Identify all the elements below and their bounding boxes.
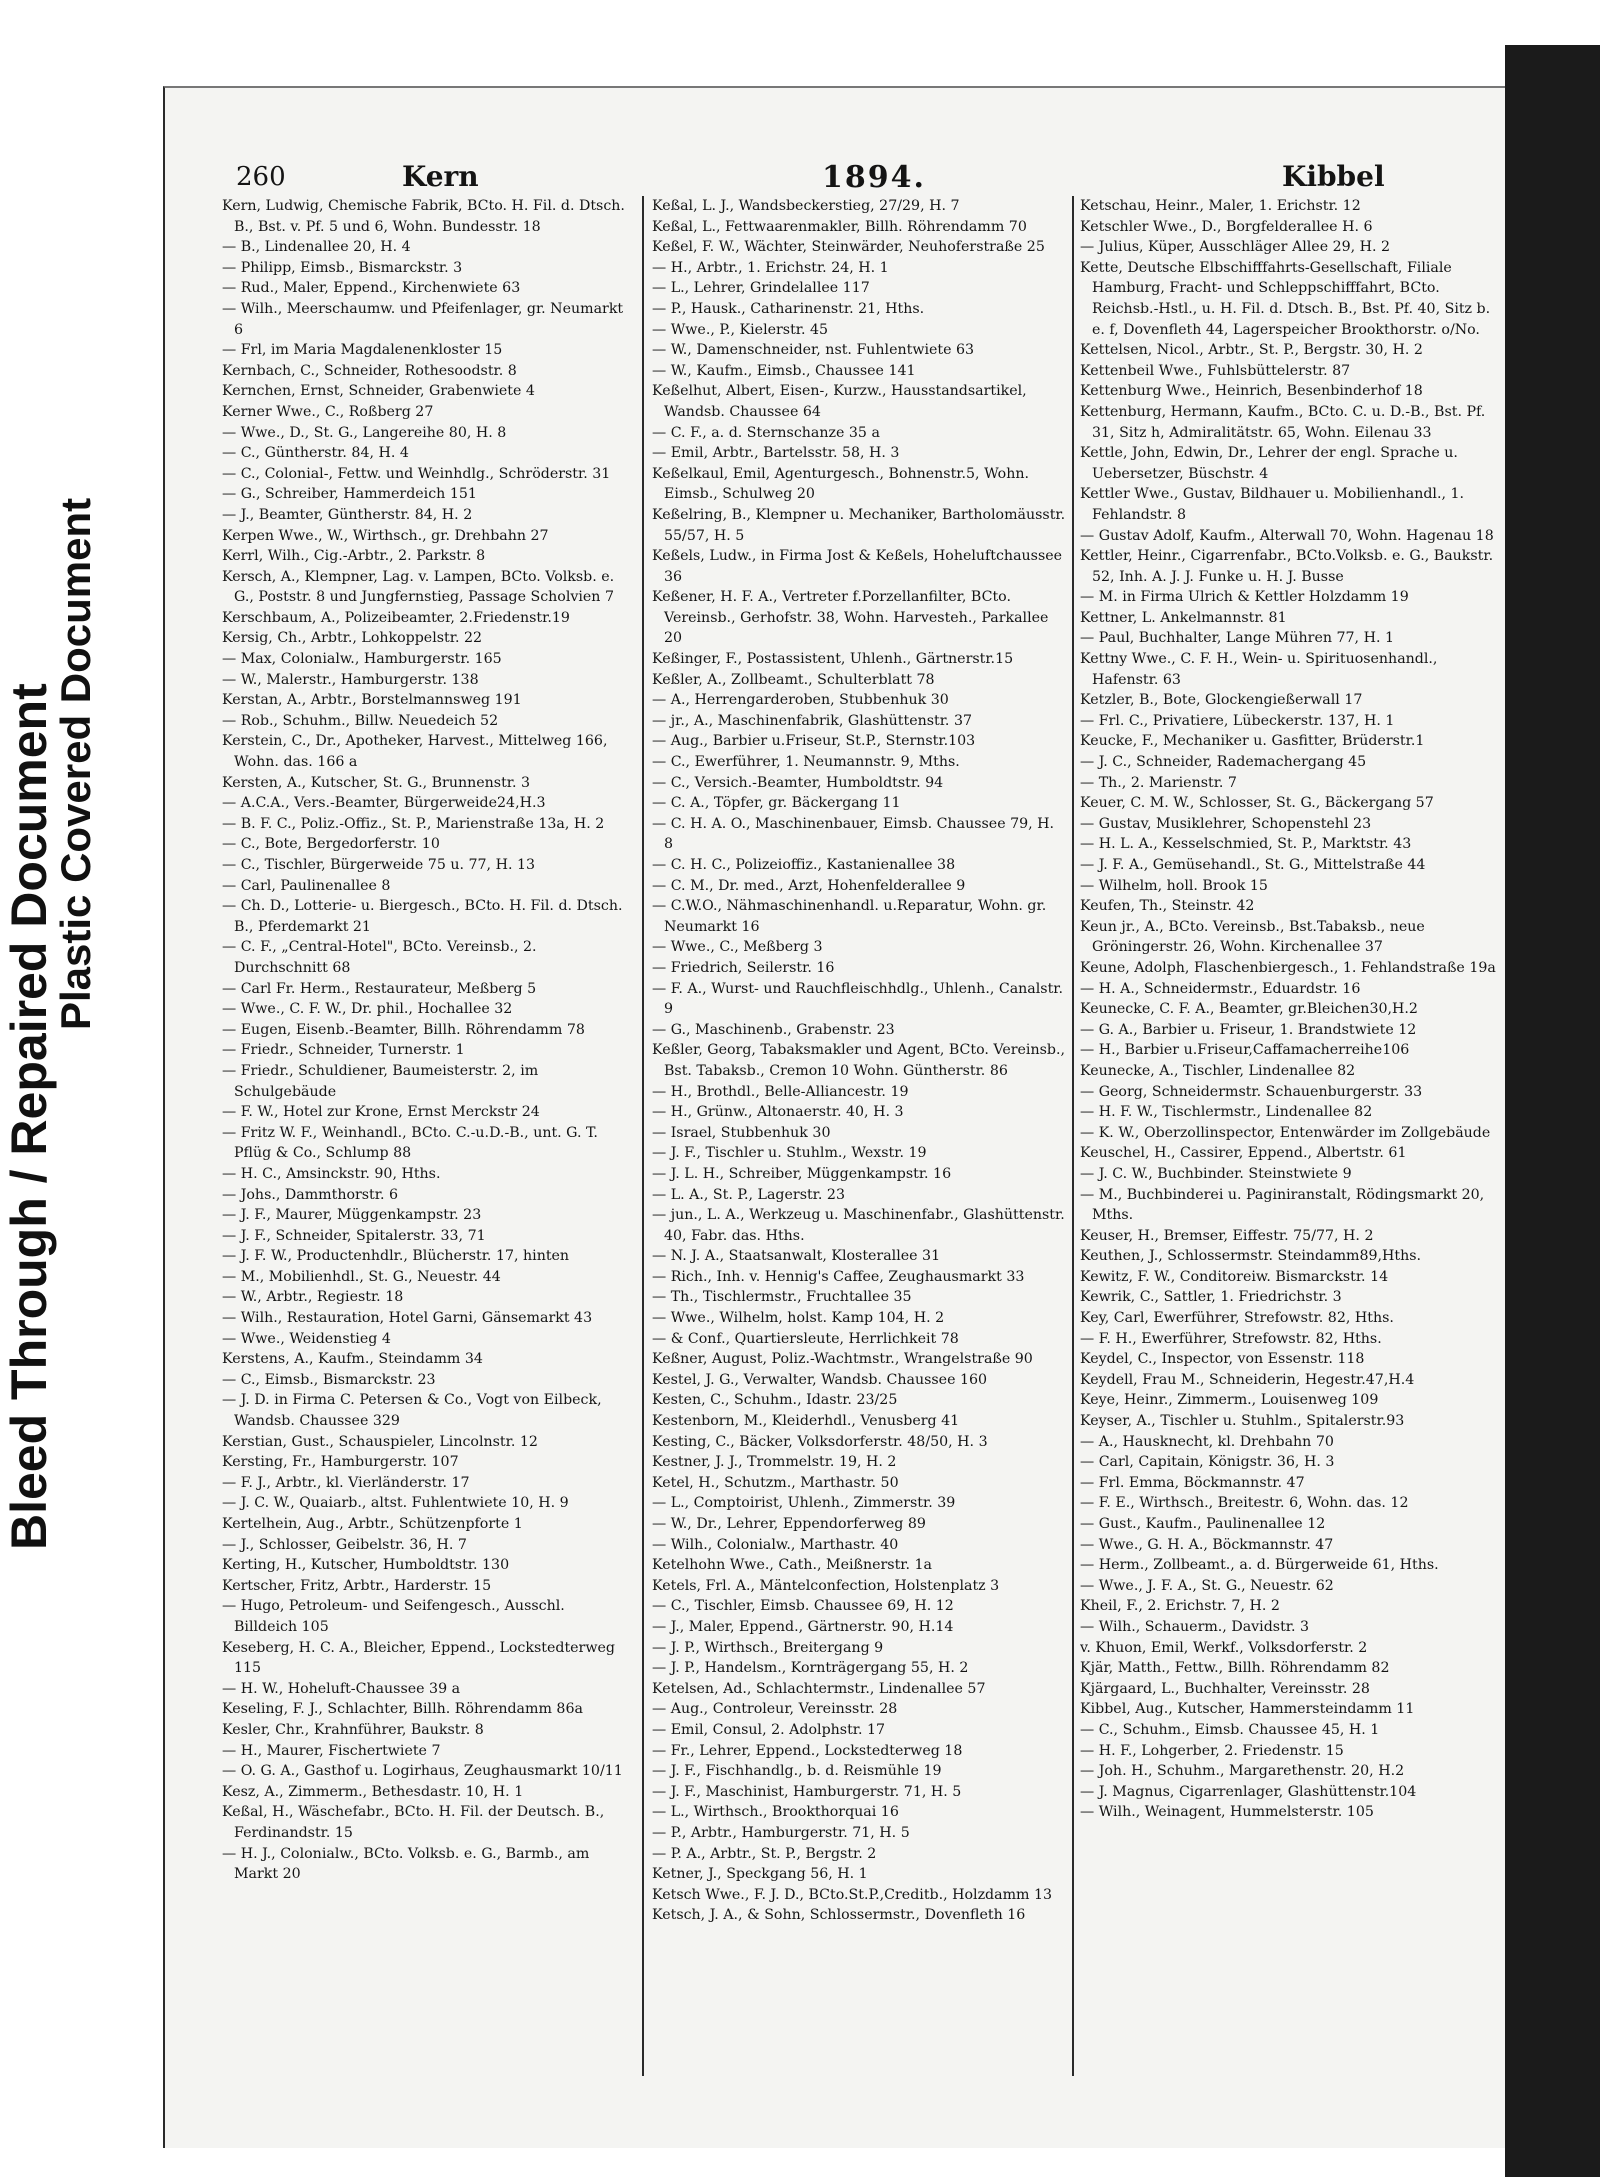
- directory-entry: — Eugen, Eisenb.-Beamter, Billh. Röhrendamm 78: [222, 1021, 585, 1038]
- directory-entry: Ketels, Frl. A., Mäntelconfection, Holstenplatz 3: [652, 1577, 1000, 1594]
- header-year: 1894.: [822, 160, 926, 195]
- directory-entry: Keuser, H., Bremser, Eiffestr. 75/77, H. 2: [1080, 1227, 1374, 1244]
- directory-entry: — C., Ewerführer, 1. Neumannstr. 9, Mths.: [652, 754, 960, 771]
- directory-entry: Kettenburg Wwe., Heinrich, Besenbinderhof 18: [1080, 383, 1423, 400]
- directory-entry: Kern, Ludwig, Chemische Fabrik, BCto. H. Fil. d. Dtsch. B., Bst. v. Pf. 5 und 6, Wohn. Bundesstr. 18: [222, 198, 625, 235]
- directory-entry: — Wilh., Restauration, Hotel Garni, Gänsemarkt 43: [222, 1310, 593, 1327]
- directory-entry: — Frl. C., Privatiere, Lübeckerstr. 137, H. 1: [1080, 712, 1395, 729]
- directory-entry: — Joh. H., Schuhm., Margarethenstr. 20, H.2: [1080, 1763, 1405, 1780]
- directory-entry: — Ch. D., Lotterie- u. Biergesch., BCto. H. Fil. d. Dtsch. B., Pferdemarkt 21: [222, 898, 623, 935]
- directory-entry: — J. F. W., Productenhdlr., Blücherstr. 17, hinten: [222, 1248, 570, 1265]
- directory-entry: Ketel, H., Schutzm., Marthastr. 50: [652, 1474, 899, 1491]
- directory-page: [222, 152, 1552, 2142]
- directory-entry: — Wilhelm, holl. Brook 15: [1080, 877, 1268, 894]
- directory-entry: Kettelsen, Nicol., Arbtr., St. P., Bergstr. 30, H. 2: [1080, 342, 1423, 359]
- directory-entry: — Gust., Kaufm., Paulinenallee 12: [1080, 1516, 1326, 1532]
- directory-entry: — Fritz W. F., Weinhandl., BCto. C.-u.D.-B., unt. G. T. Pflüg & Co., Schlump 88: [222, 1124, 598, 1162]
- side-labels: [0, 0, 99, 1550]
- directory-entry: Kestner, J. J., Trommelstr. 19, H. 2: [652, 1454, 897, 1471]
- directory-entry: Kesting, C., Bäcker, Volksdorferstr. 48/50, H. 3: [652, 1433, 988, 1450]
- directory-entry: — Emil, Arbtr., Bartelsstr. 58, H. 3: [652, 445, 900, 462]
- directory-entry: Keßal, L. J., Wandsbeckerstieg, 27/29, H. 7: [652, 198, 960, 214]
- directory-entry: — L., Wirthsch., Brookthorquai 16: [652, 1804, 899, 1821]
- directory-entry: — L., Comptoirist, Uhlenh., Zimmerstr. 39: [652, 1495, 956, 1512]
- directory-entry: — Wilh., Schauerm., Davidstr. 3: [1080, 1618, 1310, 1635]
- directory-entry: Keßel, F. W., Wächter, Steinwärder, Neuhoferstraße 25: [652, 239, 1045, 256]
- column-2: [652, 196, 1066, 2131]
- directory-entry: — C., Tischler, Bürgerweide 75 u. 77, H. 13: [222, 857, 536, 873]
- header-right-word: Kibbel: [1282, 160, 1385, 193]
- directory-entry: Keßels, Ludw., in Firma Jost & Keßels, Hoheluftchaussee 36: [652, 548, 1063, 585]
- directory-entry: — W., Damenschneider, nst. Fuhlentwiete 63: [652, 342, 975, 359]
- directory-entry: — H., Maurer, Fischertwiete 7: [222, 1742, 441, 1759]
- directory-entry: Ketzler, B., Bote, Glockengießerwall 17: [1080, 692, 1363, 709]
- directory-entry: — J. F., Fischhandlg., b. d. Reismühle 19: [652, 1763, 942, 1780]
- directory-entry: — F. J., Arbtr., kl. Vierländerstr. 17: [222, 1474, 470, 1491]
- directory-entry: — C., Tischler, Eimsb. Chaussee 69, H. 12: [652, 1598, 954, 1615]
- directory-entry: Keunecke, C. F. A., Beamter, gr.Bleichen30,H.2: [1080, 1001, 1418, 1018]
- directory-entry: — C., Bote, Bergedorferstr. 10: [222, 836, 440, 853]
- directory-entry: — K. W., Oberzollinspector, Entenwärder im Zollgebäude: [1080, 1124, 1491, 1141]
- directory-entry: Keßler, A., Zollbeamt., Schulterblatt 78: [652, 671, 935, 688]
- directory-entry: — Johs., Dammthorstr. 6: [222, 1186, 399, 1203]
- directory-entry: Keßelhut, Albert, Eisen-, Kurzw., Hausstandsartikel, Wandsb. Chaussee 64: [652, 383, 1027, 420]
- directory-entry: — O. G. A., Gasthof u. Logirhaus, Zeughausmarkt 10/11: [222, 1763, 623, 1780]
- directory-entry: — Friedr., Schuldiener, Baumeisterstr. 2, im Schulgebäude: [222, 1062, 539, 1100]
- directory-entry: — J. F., Maurer, Müggenkampstr. 23: [222, 1207, 482, 1224]
- directory-entry: — C., Schuhm., Eimsb. Chaussee 45, H. 1: [1080, 1721, 1380, 1738]
- directory-entry: — Fr., Lehrer, Eppend., Lockstedterweg 18: [652, 1742, 963, 1759]
- page-header: [222, 158, 1534, 196]
- directory-entry: — Th., 2. Marienstr. 7: [1080, 774, 1237, 791]
- directory-entry: Kheil, F., 2. Erichstr. 7, H. 2: [1080, 1598, 1280, 1615]
- header-left-word: Kern: [402, 160, 479, 193]
- directory-entry: — Gustav Adolf, Kaufm., Alterwall 70, Wohn. Hagenau 18: [1080, 527, 1494, 544]
- directory-entry: Ketelsen, Ad., Schlachtermstr., Lindenallee 57: [652, 1680, 986, 1697]
- directory-entry: Keune, Adolph, Flaschenbiergesch., 1. Fehlandstraße 19a: [1080, 959, 1496, 976]
- directory-entry: — & Conf., Quartiersleute, Herrlichkeit 78: [652, 1330, 959, 1347]
- directory-entry: — C., Versich.-Beamter, Humboldtstr. 94: [652, 774, 944, 791]
- directory-entry: — A., Herrengarderoben, Stubbenhuk 30: [652, 692, 949, 709]
- directory-entry: — J. P., Handelsm., Kornträgergang 55, H. 2: [652, 1660, 969, 1677]
- directory-entry: Ketschau, Heinr., Maler, 1. Erichstr. 12: [1080, 198, 1361, 214]
- directory-entry: — Rob., Schuhm., Billw. Neuedeich 52: [222, 712, 499, 729]
- directory-entry: Kerstein, C., Dr., Apotheker, Harvest., Mittelweg 166, Wohn. das. 166 a: [222, 733, 608, 771]
- directory-entry: Kjär, Matth., Fettw., Billh. Röhrendamm 82: [1080, 1660, 1390, 1677]
- directory-entry: — Wwe., C., Meßberg 3: [652, 939, 823, 956]
- directory-entry: — P., Arbtr., Hamburgerstr. 71, H. 5: [652, 1824, 910, 1841]
- directory-entry: — Georg, Schneidermstr. Schauenburgerstr. 33: [1080, 1083, 1423, 1100]
- directory-entry: — N. J. A., Staatsanwalt, Klosterallee 31: [652, 1248, 941, 1265]
- directory-entry: — W., Dr., Lehrer, Eppendorferweg 89: [652, 1516, 926, 1532]
- directory-entry: — J. D. in Firma C. Petersen & Co., Vogt von Eilbeck, Wandsb. Chaussee 329: [222, 1392, 602, 1430]
- directory-entry: — W., Arbtr., Regiestr. 18: [222, 1289, 404, 1306]
- directory-entry: Keuthen, J., Schlossermstr. Steindamm89,Hths.: [1080, 1248, 1422, 1265]
- directory-entry: — Th., Tischlermstr., Fruchtallee 35: [652, 1289, 912, 1306]
- directory-entry: Kesz, A., Zimmerm., Bethesdastr. 10, H. 1: [222, 1783, 524, 1800]
- directory-entry: — J. F. A., Gemüsehandl., St. G., Mittelstraße 44: [1080, 857, 1426, 873]
- directory-entry: Kertscher, Fritz, Arbtr., Harderstr. 15: [222, 1577, 492, 1594]
- directory-entry: — Rich., Inh. v. Hennig's Caffee, Zeughausmarkt 33: [652, 1268, 1025, 1285]
- directory-entry: Kettny Wwe., C. F. H., Wein- u. Spirituosenhandl., Hafenstr. 63: [1080, 651, 1438, 688]
- directory-entry: Kerstens, A., Kaufm., Steindamm 34: [222, 1351, 483, 1368]
- directory-entry: Ketschler Wwe., D., Borgfelderallee H. 6: [1080, 218, 1373, 235]
- directory-entry: Kersig, Ch., Arbtr., Lohkoppelstr. 22: [222, 630, 483, 647]
- directory-entry: — J. C. W., Buchbinder. Steinstwiete 9: [1080, 1165, 1352, 1182]
- directory-entry: Kerstan, A., Arbtr., Borstelmannsweg 191: [222, 692, 522, 709]
- directory-entry: Kestel, J. G., Verwalter, Wandsb. Chaussee 160: [652, 1371, 988, 1388]
- directory-entry: Kernbach, C., Schneider, Rothesoodstr. 8: [222, 362, 517, 379]
- directory-entry: — M., Mobilienhdl., St. G., Neuestr. 44: [222, 1268, 501, 1285]
- directory-entry: — Wwe., G. H. A., Böckmannstr. 47: [1080, 1536, 1334, 1553]
- directory-entry: — Aug., Barbier u.Friseur, St.P., Sternstr.103: [652, 733, 976, 750]
- directory-entry: — Wilh., Weinagent, Hummelsterstr. 105: [1080, 1804, 1374, 1821]
- directory-entry: — Carl, Paulinenallee 8: [222, 877, 391, 894]
- directory-entry: — Philipp, Eimsb., Bismarckstr. 3: [222, 259, 463, 276]
- directory-entry: Kersting, Fr., Hamburgerstr. 107: [222, 1454, 459, 1471]
- directory-entry: — P., Hausk., Catharinenstr. 21, Hths.: [652, 300, 925, 317]
- directory-entry: — H. F. W., Tischlermstr., Lindenallee 82: [1080, 1104, 1373, 1121]
- directory-entry: — Herm., Zollbeamt., a. d. Bürgerweide 61, Hths.: [1080, 1557, 1439, 1574]
- directory-entry: — C. H. A. O., Maschinenbauer, Eimsb. Chaussee 79, H. 8: [652, 815, 1055, 853]
- directory-entry: — H., Brothdl., Belle-Alliancestr. 19: [652, 1083, 909, 1100]
- directory-entry: — Friedrich, Seilerstr. 16: [652, 959, 835, 976]
- directory-entry: — Israel, Stubbenhuk 30: [652, 1124, 831, 1141]
- directory-entry: — P. A., Arbtr., St. P., Bergstr. 2: [652, 1845, 877, 1862]
- directory-entry: — Wwe., Wilhelm, holst. Kamp 104, H. 2: [652, 1310, 945, 1327]
- directory-entry: — J., Beamter, Güntherstr. 84, H. 2: [222, 506, 473, 523]
- directory-entry: — Wwe., D., St. G., Langereihe 80, H. 8: [222, 424, 507, 441]
- directory-entry: Keßinger, F., Postassistent, Uhlenh., Gärtnerstr.15: [652, 651, 1014, 668]
- directory-entry: — H. W., Hoheluft-Chaussee 39 a: [222, 1680, 461, 1697]
- directory-entry: — J. F., Maschinist, Hamburgerstr. 71, H. 5: [652, 1783, 962, 1800]
- directory-entry: Keßner, August, Poliz.-Wachtmstr., Wrangelstraße 90: [652, 1351, 1033, 1368]
- directory-entry: — J., Schlosser, Geibelstr. 36, H. 7: [222, 1536, 467, 1553]
- directory-entry: — Carl, Capitain, Königstr. 36, H. 3: [1080, 1454, 1335, 1471]
- directory-entry: — L. A., St. P., Lagerstr. 23: [652, 1186, 845, 1203]
- directory-entry: — M., Buchbinderei u. Paginiranstalt, Rödingsmarkt 20, Mths.: [1080, 1186, 1485, 1224]
- directory-entry: Keseberg, H. C. A., Bleicher, Eppend., Lockstedterweg 115: [222, 1639, 615, 1677]
- directory-entry: — C., Eimsb., Bismarckstr. 23: [222, 1371, 436, 1388]
- directory-entry: — F. W., Hotel zur Krone, Ernst Merckstr 24: [222, 1104, 540, 1121]
- directory-entry: Keuer, C. M. W., Schlosser, St. G., Bäckergang 57: [1080, 795, 1434, 812]
- directory-entry: Kibbel, Aug., Kutscher, Hammersteindamm 11: [1080, 1701, 1415, 1718]
- directory-entry: Keßal, H., Wäschefabr., BCto. H. Fil. der Deutsch. B., Ferdinandstr. 15: [222, 1804, 605, 1841]
- directory-entry: — J. C. W., Quaiarb., altst. Fuhlentwiete 10, H. 9: [222, 1495, 569, 1512]
- directory-entry: Keßelring, B., Klempner u. Mechaniker, Bartholomäusstr. 55/57, H. 5: [652, 506, 1066, 544]
- directory-entry: Keßelkaul, Emil, Agenturgesch., Bohnenstr.5, Wohn. Eimsb., Schulweg 20: [652, 465, 1030, 503]
- directory-entry: Kerstian, Gust., Schauspieler, Lincolnstr. 12: [222, 1433, 538, 1450]
- directory-entry: Kesler, Chr., Krahnführer, Baukstr. 8: [222, 1721, 484, 1738]
- directory-entry: Keseling, F. J., Schlachter, Billh. Röhrendamm 86a: [222, 1701, 583, 1718]
- directory-entry: — Frl. Emma, Böckmannstr. 47: [1080, 1474, 1305, 1491]
- directory-entry: — Aug., Controleur, Vereinsstr. 28: [652, 1701, 898, 1718]
- directory-entry: Kettenbeil Wwe., Fuhlsbüttelerstr. 87: [1080, 362, 1351, 379]
- directory-entry: — J. C., Schneider, Rademachergang 45: [1080, 754, 1367, 771]
- directory-entry: — Wwe., C. F. W., Dr. phil., Hochallee 32: [222, 1001, 513, 1018]
- directory-entry: — Carl Fr. Herm., Restaurateur, Meßberg 5: [222, 980, 537, 997]
- directory-entry: — C. F., a. d. Sternschanze 35 a: [652, 424, 880, 441]
- directory-entry: — H. L. A., Kesselschmied, St. P., Marktstr. 43: [1080, 836, 1412, 853]
- directory-entry: — H., Arbtr., 1. Erichstr. 24, H. 1: [652, 259, 889, 276]
- directory-entry: — Wilh., Meerschaumw. und Pfeifenlager, gr. Neumarkt 6: [222, 300, 624, 338]
- directory-entry: — L., Lehrer, Grindelallee 117: [652, 280, 870, 297]
- directory-entry: — C. F., „Central-Hotel", BCto. Vereinsb., 2. Durchschnitt 68: [222, 939, 537, 976]
- directory-entry: Keydel, C., Inspector, von Essenstr. 118: [1080, 1351, 1365, 1368]
- directory-entry: — J. F., Schneider, Spitalerstr. 33, 71: [222, 1227, 486, 1244]
- directory-entry: — G., Maschinenb., Grabenstr. 23: [652, 1021, 895, 1038]
- directory-entry: — H., Barbier u.Friseur,Caffamacherreihe106: [1080, 1042, 1410, 1059]
- directory-entry: Ketelhohn Wwe., Cath., Meißnerstr. 1a: [652, 1557, 933, 1574]
- page-number: 260: [236, 162, 286, 192]
- directory-entry: — Max, Colonialw., Hamburgerstr. 165: [222, 651, 502, 668]
- directory-entry: — A., Hausknecht, kl. Drehbahn 70: [1080, 1433, 1334, 1450]
- directory-entry: Kerting, H., Kutscher, Humboldtstr. 130: [222, 1557, 510, 1574]
- directory-entry: — Emil, Consul, 2. Adolphstr. 17: [652, 1721, 886, 1738]
- directory-entry: — Hugo, Petroleum- und Seifengesch., Ausschl. Billdeich 105: [222, 1598, 565, 1635]
- directory-entry: — F. A., Wurst- und Rauchfleischhdlg., Uhlenh., Canalstr. 9: [652, 980, 1064, 1018]
- directory-entry: — H. A., Schneidermstr., Eduardstr. 16: [1080, 980, 1361, 997]
- side-label-secondary: Plastic Covered Document: [52, 497, 99, 1030]
- directory-entry: Kettle, John, Edwin, Dr., Lehrer der engl. Sprache u. Uebersetzer, Büschstr. 4: [1080, 445, 1458, 482]
- directory-entry: — W., Kaufm., Eimsb., Chaussee 141: [652, 362, 916, 379]
- directory-entry: Keunecke, A., Tischler, Lindenallee 82: [1080, 1062, 1356, 1079]
- directory-entry: Keyser, A., Tischler u. Stuhlm., Spitalerstr.93: [1080, 1413, 1405, 1430]
- directory-entry: Ketsch Wwe., F. J. D., BCto.St.P.,Creditb., Holzdamm 13: [652, 1886, 1053, 1903]
- directory-entry: Keucke, F., Mechaniker u. Gasfitter, Brüderstr.1: [1080, 733, 1425, 750]
- directory-entry: Kesten, C., Schuhm., Idastr. 23/25: [652, 1392, 898, 1409]
- directory-entry: — G., Schreiber, Hammerdeich 151: [222, 486, 477, 503]
- directory-entry: Kertelhein, Aug., Arbtr., Schützenpforte 1: [222, 1516, 523, 1532]
- directory-entry: Kjärgaard, L., Buchhalter, Vereinsstr. 28: [1080, 1680, 1370, 1697]
- directory-entry: — W., Malerstr., Hamburgerstr. 138: [222, 671, 479, 688]
- column-divider: [1072, 196, 1074, 2076]
- directory-entry: — C. M., Dr. med., Arzt, Hohenfelderallee 9: [652, 877, 966, 894]
- directory-entry: Keye, Heinr., Zimmerm., Louisenweg 109: [1080, 1392, 1379, 1409]
- directory-entry: — H. J., Colonialw., BCto. Volksb. e. G., Barmb., am Markt 20: [222, 1845, 590, 1883]
- directory-entry: Kerner Wwe., C., Roßberg 27: [222, 403, 434, 420]
- directory-entry: Keun jr., A., BCto. Vereinsb., Bst.Tabaksb., neue Gröningerstr. 26, Wohn. Kirchenallee 37: [1080, 918, 1425, 956]
- side-label-primary: Bleed Through / Repaired Document: [1, 683, 57, 1550]
- directory-entry: Kette, Deutsche Elbschifffahrts-Gesellschaft, Filiale Hamburg, Fracht- und Schleppschifffahrt, BCto. Reichsb.-Hstl., u. H. Fil. d. Dtsch. B., Bst. Pf. 40, Sitz b. e. f, Dovenfleth 44, Lagerspeicher Brookthorstr. o/No.: [1080, 259, 1491, 338]
- directory-entry: — Wwe., P., Kielerstr. 45: [652, 321, 829, 338]
- directory-entry: — B., Lindenallee 20, H. 4: [222, 239, 411, 256]
- directory-entry: — Wwe., J. F. A., St. G., Neuestr. 62: [1080, 1577, 1334, 1594]
- directory-entry: — jr., A., Maschinenfabrik, Glashüttenstr. 37: [652, 712, 973, 729]
- directory-entry: — Wilh., Colonialw., Marthastr. 40: [652, 1536, 899, 1553]
- directory-entry: — Rud., Maler, Eppend., Kirchenwiete 63: [222, 280, 521, 297]
- directory-entry: — F. H., Ewerführer, Strefowstr. 82, Hths.: [1080, 1330, 1382, 1347]
- directory-entry: v. Khuon, Emil, Werkf., Volksdorferstr. 2: [1080, 1639, 1368, 1656]
- directory-entry: Keßler, Georg, Tabaksmakler und Agent, BCto. Vereinsb., Bst. Tabaksb., Cremon 10 Wohn. Güntherstr. 86: [652, 1042, 1065, 1079]
- directory-entry: Kettler Wwe., Gustav, Bildhauer u. Mobilienhandl., 1. Fehlandstr. 8: [1080, 486, 1465, 523]
- directory-entry: — A.C.A., Vers.-Beamter, Bürgerweide24,H.3: [222, 795, 546, 812]
- directory-entry: Keßener, H. F. A., Vertreter f.Porzellanfilter, BCto. Vereinsb., Gerhofstr. 38, Wohn. Harvesteh., Parkallee 20: [652, 589, 1049, 647]
- directory-entry: Kersten, A., Kutscher, St. G., Brunnenstr. 3: [222, 774, 531, 791]
- column-divider: [642, 196, 644, 2076]
- directory-entry: — J. Magnus, Cigarrenlager, Glashüttenstr.104: [1080, 1783, 1417, 1800]
- directory-entry: Ketner, J., Speckgang 56, H. 1: [652, 1866, 868, 1883]
- directory-entry: — jun., L. A., Werkzeug u. Maschinenfabr., Glashüttenstr. 40, Fabr. das. Hths.: [652, 1207, 1065, 1244]
- directory-entry: Kestenborn, M., Kleiderhdl., Venusberg 41: [652, 1413, 960, 1430]
- directory-entry: — J. P., Wirthsch., Breitergang 9: [652, 1639, 884, 1656]
- directory-entry: Kewitz, F. W., Conditoreiw. Bismarckstr. 14: [1080, 1268, 1389, 1285]
- directory-entry: — H., Grünw., Altonaerstr. 40, H. 3: [652, 1104, 904, 1121]
- directory-entry: Kettner, L. Ankelmannstr. 81: [1080, 609, 1287, 626]
- directory-entry: Kersch, A., Klempner, Lag. v. Lampen, BCto. Volksb. e. G., Poststr. 8 und Jungfernstieg, Passage Scholvien 7: [222, 568, 615, 606]
- directory-entry: — Gustav, Musiklehrer, Schopenstehl 23: [1080, 815, 1372, 832]
- directory-entry: — Julius, Küper, Ausschläger Allee 29, H. 2: [1080, 239, 1391, 256]
- directory-entry: — H. C., Amsinckstr. 90, Hths.: [222, 1165, 441, 1182]
- column-3: [1080, 196, 1500, 2131]
- directory-entry: — Friedr., Schneider, Turnerstr. 1: [222, 1042, 465, 1059]
- directory-entry: — B. F. C., Poliz.-Offiz., St. P., Marienstraße 13a, H. 2: [222, 815, 605, 832]
- directory-entry: — F. E., Wirthsch., Breitestr. 6, Wohn. das. 12: [1080, 1495, 1409, 1512]
- directory-entry: — C., Colonial-, Fettw. und Weinhdlg., Schröderstr. 31: [222, 465, 611, 482]
- directory-entry: — C.W.O., Nähmaschinenhandl. u.Reparatur, Wohn. gr. Neumarkt 16: [652, 898, 1047, 935]
- directory-entry: — G. A., Barbier u. Friseur, 1. Brandstwiete 12: [1080, 1021, 1417, 1038]
- directory-entry: — Wwe., Weidenstieg 4: [222, 1330, 391, 1347]
- directory-entry: Keßal, L., Fettwaarenmakler, Billh. Röhrendamm 70: [652, 218, 1027, 235]
- directory-entry: Keufen, Th., Steinstr. 42: [1080, 898, 1255, 915]
- directory-entry: Kettenburg, Hermann, Kaufm., BCto. C. u. D.-B., Bst. Pf. 31, Sitz h, Admiralitätstr. 65, Wohn. Eilenau 33: [1080, 403, 1486, 441]
- directory-entry: — M. in Firma Ulrich & Kettler Holzdamm 19: [1080, 589, 1409, 606]
- directory-entry: Keydell, Frau M., Schneiderin, Hegestr.47,H.4: [1080, 1371, 1415, 1388]
- directory-entry: — J. F., Tischler u. Stuhlm., Wexstr. 19: [652, 1145, 927, 1162]
- directory-entry: — Paul, Buchhalter, Lange Mühren 77, H. 1: [1080, 630, 1395, 647]
- directory-entry: — C., Güntherstr. 84, H. 4: [222, 445, 409, 462]
- directory-entry: — J., Maler, Eppend., Gärtnerstr. 90, H.14: [652, 1618, 954, 1635]
- column-1: [222, 196, 632, 2131]
- directory-entry: — C. H. C., Polizeioffiz., Kastanienallee 38: [652, 857, 956, 873]
- directory-entry: Kerpen Wwe., W., Wirthsch., gr. Drehbahn 27: [222, 527, 549, 544]
- directory-entry: Keuschel, H., Cassirer, Eppend., Albertstr. 61: [1080, 1145, 1407, 1162]
- directory-entry: Ketsch, J. A., & Sohn, Schlossermstr., Dovenfleth 16: [652, 1907, 1026, 1924]
- directory-entry: — J. L. H., Schreiber, Müggenkampstr. 16: [652, 1165, 952, 1182]
- directory-entry: Kewrik, C., Sattler, 1. Friedrichstr. 3: [1080, 1289, 1342, 1306]
- directory-entry: Kettler, Heinr., Cigarrenfabr., BCto.Volksb. e. G., Baukstr. 52, Inh. A. J. J. Funke u. H. J. Busse: [1080, 548, 1494, 585]
- directory-entry: Key, Carl, Ewerführer, Strefowstr. 82, Hths.: [1080, 1310, 1394, 1327]
- directory-entry: — C. A., Töpfer, gr. Bäckergang 11: [652, 795, 901, 812]
- directory-entry: — Frl, im Maria Magdalenenkloster 15: [222, 342, 503, 359]
- directory-entry: Kerschbaum, A., Polizeibeamter, 2.Friedenstr.19: [222, 609, 570, 626]
- directory-entry: Kernchen, Ernst, Schneider, Grabenwiete 4: [222, 383, 535, 400]
- directory-entry: Kerrl, Wilh., Cig.-Arbtr., 2. Parkstr. 8: [222, 548, 486, 565]
- directory-entry: — H. F., Lohgerber, 2. Friedenstr. 15: [1080, 1742, 1344, 1759]
